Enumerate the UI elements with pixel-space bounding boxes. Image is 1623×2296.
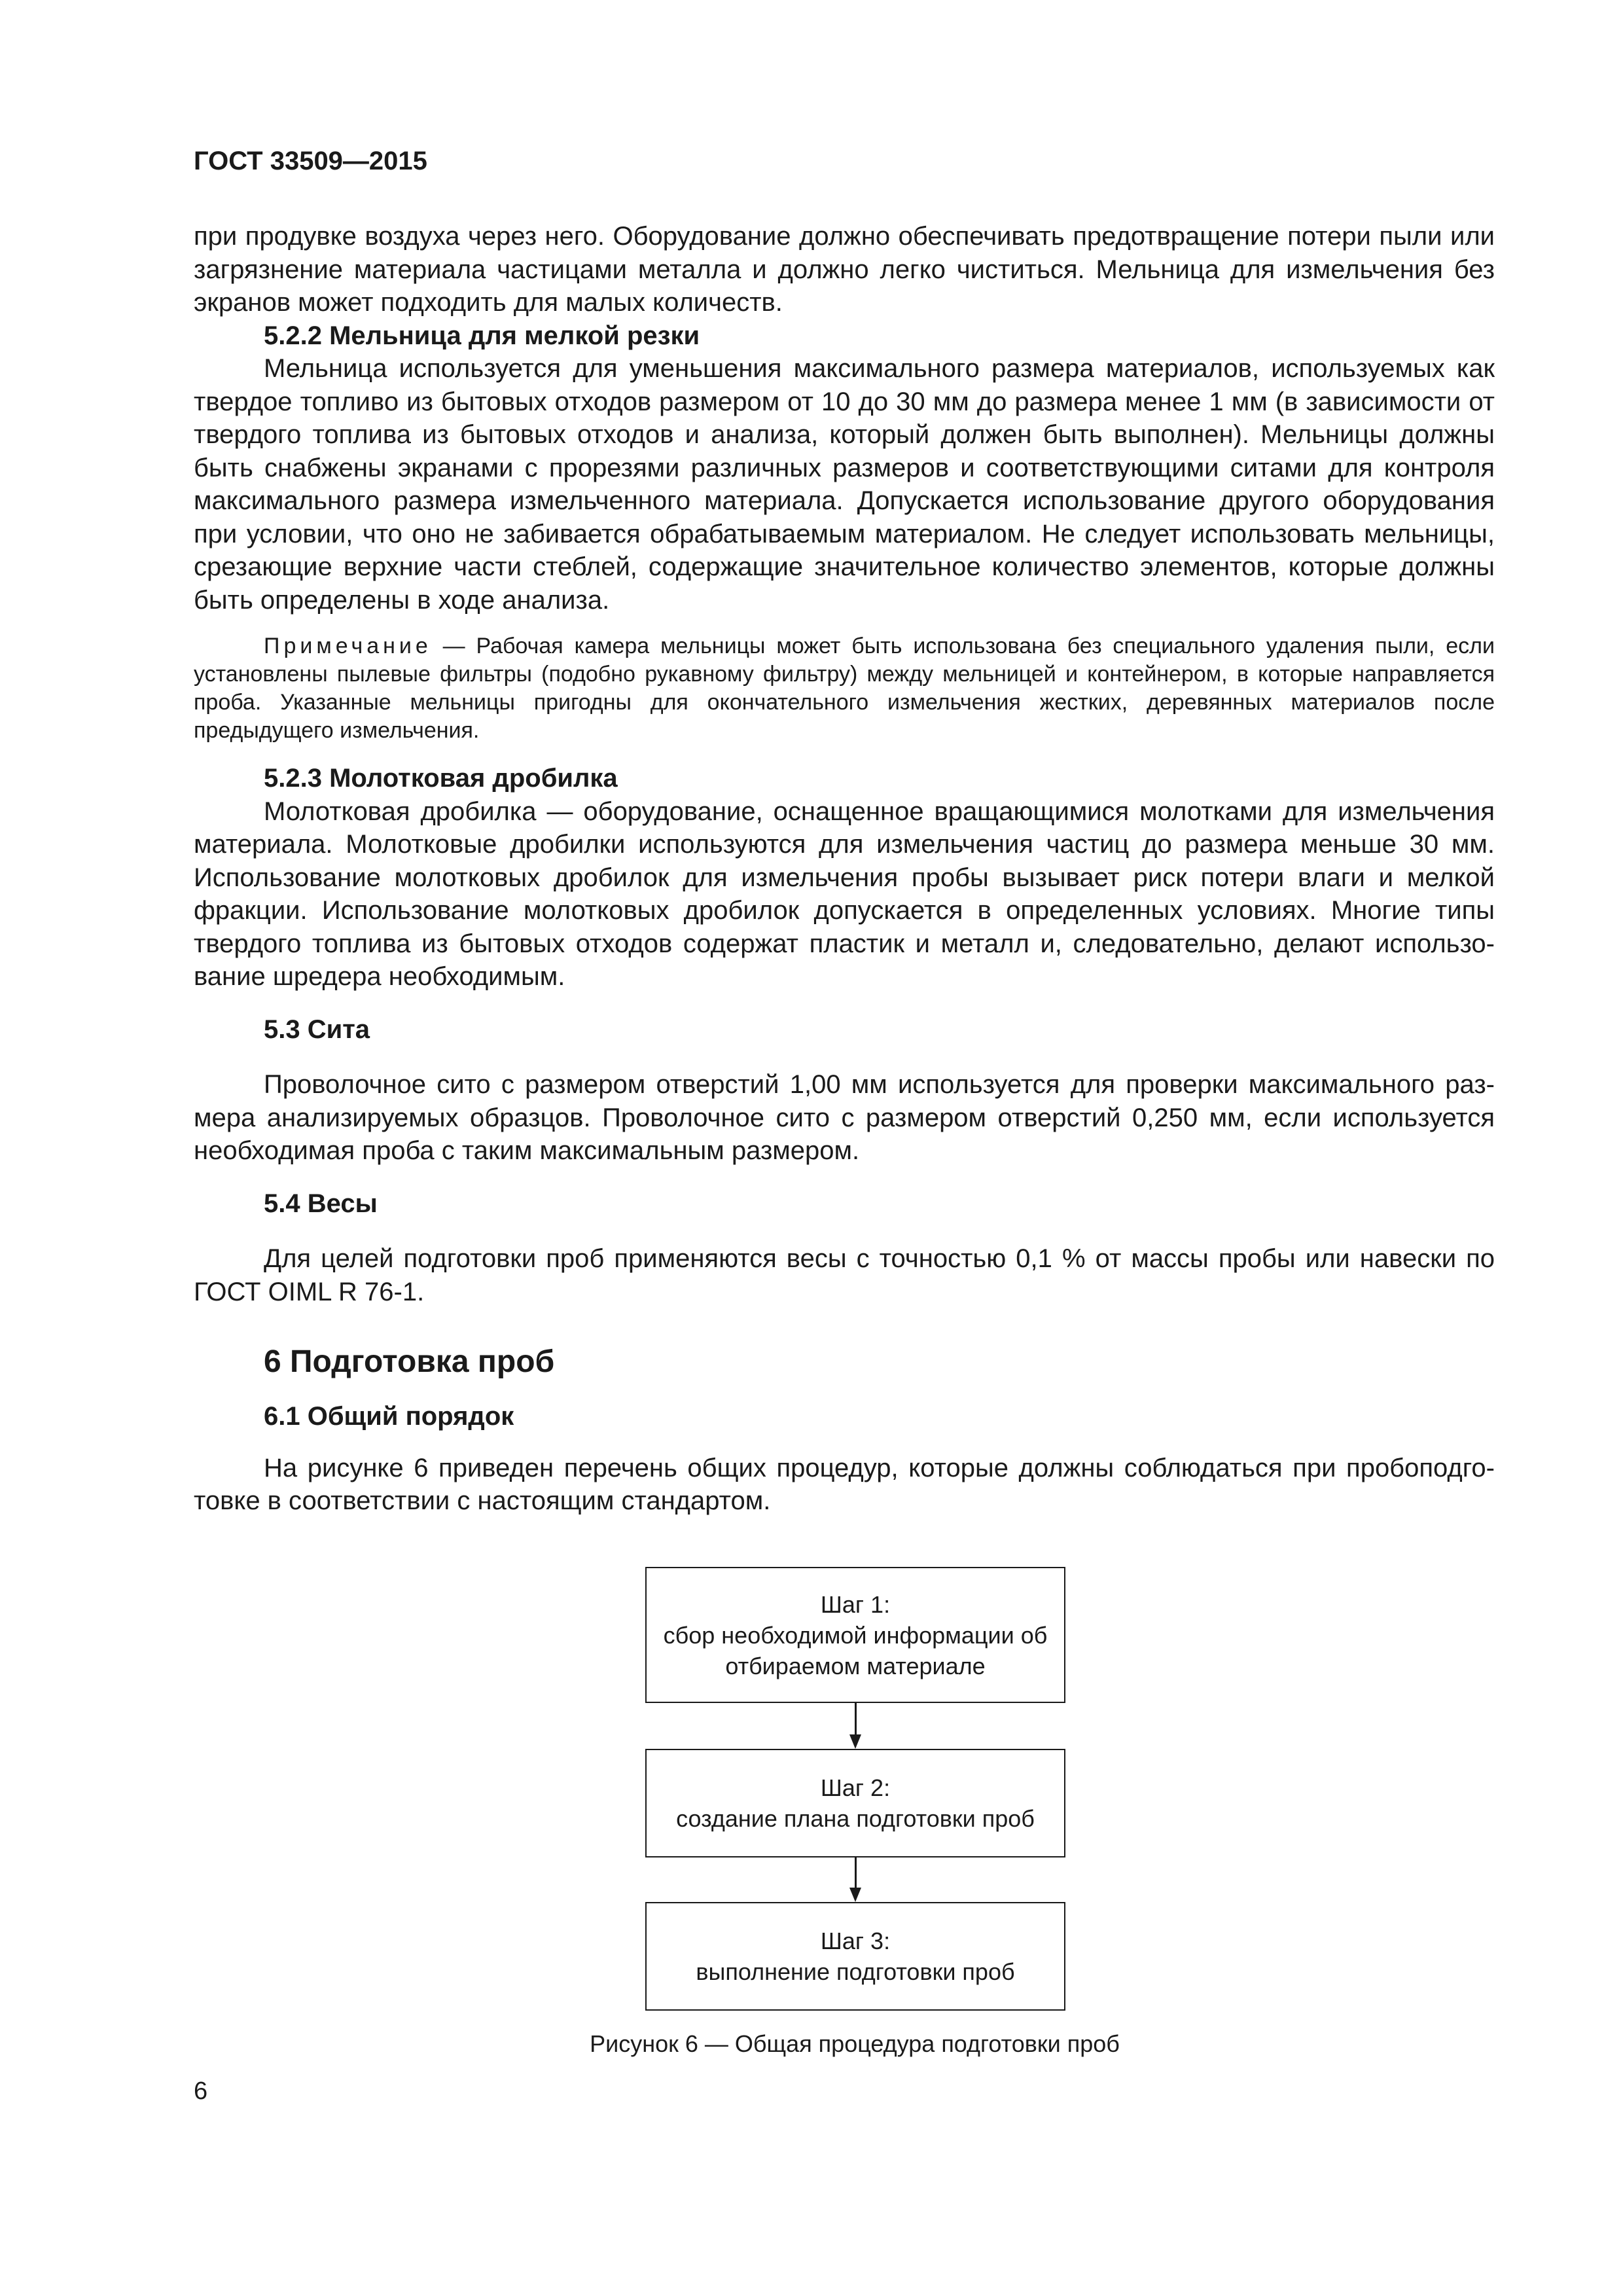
paragraph-5-2-3: Молотковая дробилка — оборудование, оснащенное вращающимися молотками для измельчения материала. Молотковые дробилки используются для измельчения частиц до размера меньше 30 мм. Использование молотковых дробилок для измельчения пробы вызывает риск потери влаги и мелкой фракции. Использование молотковых дробилок допускается в определенных условиях. Многие типы твердого топлива из бытовых отходов содержат пластик и металл и, следовательно, делают использование шредера необходимым. (194, 797, 1495, 991)
page-number: 6 (194, 2077, 208, 2105)
paragraph-5-4: Для целей подготовки проб применяются весы с точностью 0,1 % от массы пробы или навески по ГОСТ OIML R 76-1. (194, 1244, 1495, 1306)
flow-step-2-title: Шаг 2: (820, 1774, 891, 1801)
flow-step-1-title: Шаг 1: (820, 1590, 891, 1618)
document-header: ГОСТ 33509—2015 (194, 147, 427, 175)
flow-step-3-title: Шаг 3: (820, 1928, 891, 1954)
heading-6: 6 Подготовка проб (264, 1344, 555, 1379)
flow-step-1 (645, 1567, 1065, 1703)
note-paragraph (194, 617, 1495, 745)
heading-5-2-2: 5.2.2 Мельница для мелкой резки (264, 321, 700, 350)
flow-step-2 (645, 1749, 1065, 1857)
flow-step-3-line1: выполнение подготовки проб (696, 1958, 1015, 1985)
flow-step-3 (645, 1902, 1065, 2011)
heading-6-1: 6.1 Общий порядок (264, 1402, 514, 1431)
flow-step-1-line1: сбор необходимой информации об (663, 1621, 1048, 1649)
figure-caption: Рисунок 6 — Общая процедура подготовки проб (590, 2030, 1120, 2057)
paragraph-continuation: при продувке воздуха через него. Оборудование должно обеспечивать предотвращение потери пыли или загрязнение материала частицами металла и должно легко чиститься. Мельница для измельчения без экранов может подходить для малых количеств. (194, 222, 1495, 317)
heading-5-4: 5.4 Весы (264, 1189, 378, 1218)
note-text: — Рабочая камера мельницы может быть использована без специального удаления пыли, если установлены пылевые фильтры (подобно рукавному фильтру) между мельницей и контейнером, в которые направляется проба. Указанные мельницы пригодны для окончательного измельчения жестких, деревянных материалов после предыдущего измельчения. (194, 634, 1495, 743)
arrow-down-icon (849, 1888, 861, 1902)
paragraph-5-3: Проволочное сито с размером отверстий 1,00 мм используется для проверки максимального размера анализируемых образцов. Проволочное сито с размером отверстий 0,250 мм, если используется необходимая проба с таким максимальным размером. (194, 1070, 1495, 1165)
heading-5-2-3: 5.2.3 Молотковая дробилка (264, 764, 618, 793)
flow-arrow-1 (855, 1703, 857, 1736)
flow-step-1-line2: отбираемом материале (725, 1652, 986, 1679)
heading-5-3: 5.3 Сита (264, 1014, 370, 1044)
document-body (194, 220, 1495, 1518)
paragraph-5-2-2: Мельница используется для уменьшения максимального размера материалов, используемых как твердое топливо из бытовых отходов размером от 10 до 30 мм до размера менее 1 мм (в зависимости от твердого топлива из бытовых отходов и анализа, который должен быть выполнен). Мельницы должны быть снабжены экранами с прорезями различных размеров и соответствующими ситами для контроля максимального размера измельченного материала. Допускается использование другого оборудования при условии, что оно не забивается обрабатываемым материалом. Не следует использовать мельницы, срезающие верхние части стеблей, содержащие значительное количество элементов, которые должны быть определены в ходе анализа. (194, 354, 1495, 615)
arrow-down-icon (849, 1734, 861, 1749)
flow-step-2-line1: создание плана подготовки проб (676, 1805, 1035, 1832)
paragraph-6-1: На рисунке 6 приведен перечень общих процедур, которые должны соблюдаться при пробоподготовке в соответствии с настоящим стандартом. (194, 1453, 1495, 1515)
flow-arrow-2 (855, 1857, 857, 1889)
note-label: Примечание (264, 634, 432, 658)
